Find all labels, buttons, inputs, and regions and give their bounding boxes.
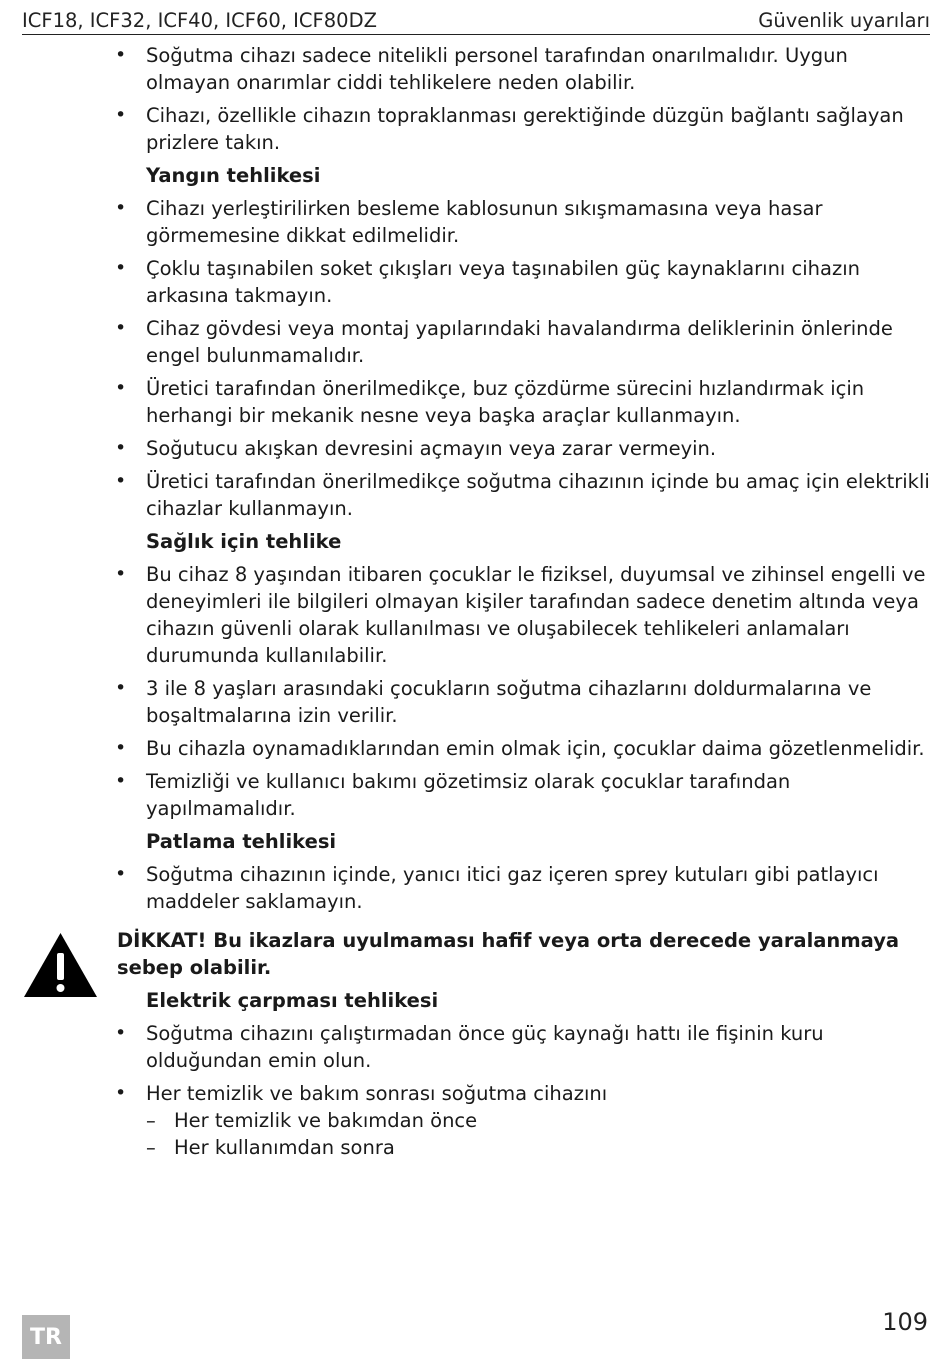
bullet-icon: • [115,1082,127,1104]
explosion-heading: Patlama tehlikesi [146,830,337,853]
dash-icon: – [146,1109,156,1132]
list-item: • Cihazı yerleştirilirken besleme kablosunun sıkışmamasına veya hasar görmemesine dikkat edilmelidir. [115,197,823,247]
bullet-icon: • [115,563,127,585]
fire-heading: Yangın tehlikesi [146,164,321,187]
list-item: • Soğutucu akışkan devresini açmayın veya zarar vermeyin. [115,437,717,460]
list-item: • Bu cihazla oynamadıklarından emin olmak için, çocuklar daima gözetlenmelidir. [115,737,925,760]
bullet-icon: • [115,377,127,399]
list-item: • Üretici tarafından önerilmedikçe soğutma cihazının içinde bu amaç için elektrikli cihazlar kullanmayın. [115,470,930,520]
list-item: • Soğutma cihazının içinde, yanıcı itici gaz içeren sprey kutuları gibi patlayıcı maddeler saklamayın. [115,863,879,913]
warning-triangle-icon [22,931,99,999]
dash-item: – Her temizlik ve bakımdan önce [146,1109,478,1132]
bullet-icon: • [115,770,127,792]
page-number: 109 [882,1308,928,1336]
bullet-icon: • [115,104,127,126]
bullet-icon: • [115,863,127,885]
bullet-icon: • [115,1022,127,1044]
header-models: ICF18, ICF32, ICF40, ICF60, ICF80DZ [22,8,377,32]
list-item: • Cihaz gövdesi veya montaj yapılarındaki havalandırma deliklerinin önlerinde engel bulunmamalıdır. [115,317,893,367]
bullet-icon: • [115,737,127,759]
list-item: • Soğutma cihazı sadece nitelikli personel tarafından onarılmalıdır. Uygun olmayan onarımlar ciddi tehlikelere neden olabilir. [115,44,848,94]
list-item: • 3 ile 8 yaşları arasındaki çocukların soğutma cihazlarını doldurmalarına ve boşaltmalarına izin verilir. [115,677,872,727]
bullet-icon: • [115,257,127,279]
list-item: • Çoklu taşınabilen soket çıkışları veya taşınabilen güç kaynaklarını cihazın arkasına takmayın. [115,257,861,307]
bullet-icon: • [115,44,127,66]
dash-item: – Her kullanımdan sonra [146,1136,395,1159]
list-item: • Cihazı, özellikle cihazın topraklanması gerektiğinde düzgün bağlantı sağlayan prizlere takın. [115,104,904,154]
bullet-icon: • [115,437,127,459]
header-section: Güvenlik uyarıları [758,8,930,32]
page-content [0,42,950,1161]
bullet-icon: • [115,677,127,699]
list-item: • Bu cihaz 8 yaşından itibaren çocuklar le fiziksel, duyumsal ve zihinsel engelli ve deneyimleri ile bilgileri olmayan kişiler tarafından sadece denetim altında veya cihazın güvenli olarak kullanılması ve oluşabilecek tehlikeleri anlamaları durumunda kullanılabilir. [115,563,926,667]
list-item: • Temizliği ve kullanıcı bakımı gözetimsiz olarak çocuklar tarafından yapılmamalıdır. [115,770,791,820]
bullet-icon: • [115,470,127,492]
bullet-icon: • [115,197,127,219]
electric-heading: Elektrik çarpması tehlikesi [146,989,439,1012]
caution-text: DİKKAT! Bu ikazlara uyulmaması hafif veya orta derecede yaralanmaya sebep olabilir. [117,929,900,979]
health-heading: Sağlık için tehlike [146,530,342,553]
list-item: • Üretici tarafından önerilmedikçe, buz çözdürme sürecini hızlandırmak için herhangi bir mekanik nesne veya başka araçlar kullanmayın. [115,377,865,427]
caution-block [0,927,950,981]
page-header [22,6,930,35]
dash-icon: – [146,1136,156,1159]
bullet-icon: • [115,317,127,339]
list-item: • Soğutma cihazını çalıştırmadan önce güç kaynağı hattı ile fişinin kuru olduğundan emin olun. [115,1022,824,1072]
list-item: • Her temizlik ve bakım sonrası soğutma cihazını [115,1082,608,1105]
language-badge: TR [22,1315,70,1359]
